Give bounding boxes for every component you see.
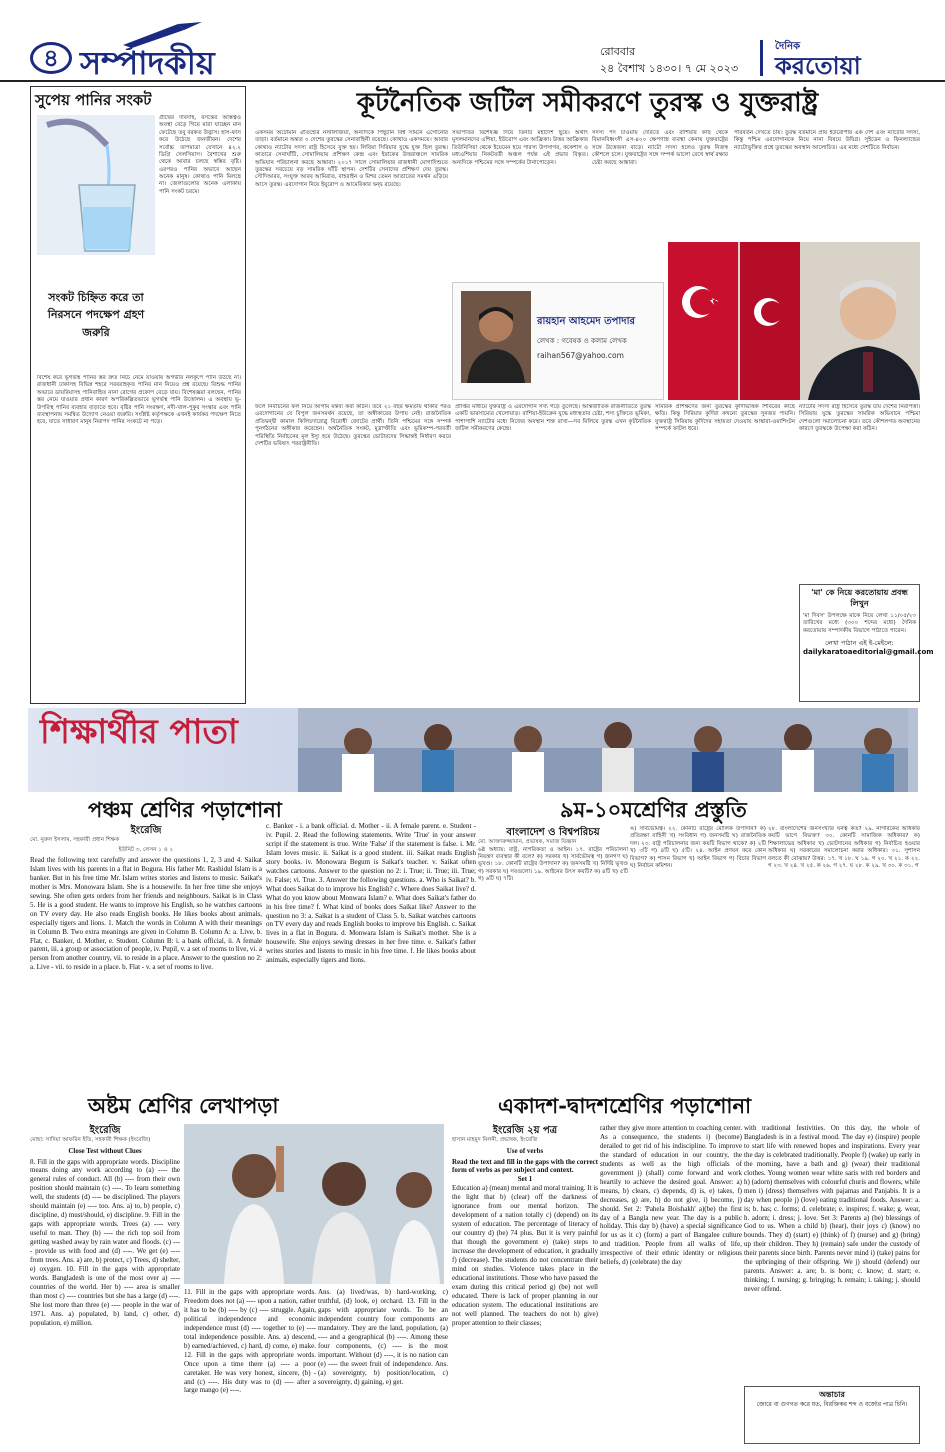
class5-subject: ইংরেজি	[130, 825, 162, 836]
article-column: পরিবর্তন দেখতে চায়। তুরস্ক বর্তমানে প্রায় ইউরোপীয় এক দেশ এবং ন্যাটোর সদস্য, কিন্তু পশ্চিম এরদোগানকে নিয়ে নানা বিষয়ে উদ্বিগ্ন। সুইডেন ও ফিনল্যান্ডের ন্যাটোভুক্তির প্রশ্নে তুরস্কের অবস্থান আলোচিত। এর মধ্যে দেশটিতে নির্বাচন।	[734, 130, 920, 151]
class11-title: একাদশ-দ্বাদশশ্রেণির পড়াশোনা	[498, 1093, 752, 1118]
student-page-banner	[28, 708, 918, 792]
callout-email-label: লেখা পাঠান এই ই-মেইলে:	[825, 639, 894, 648]
class9-column: ঙ) সার্বভৌমত্ব। ২২. কোনটি রাষ্ট্রের মৌলিক উপাদান? ক) প্রতিরক্ষা বাহিনী খ) সংবিধান গ) জনসমষ্টি ঘ) রাজনৈতিক দল। ২৩. রাষ্ট্র পরিচালনার জন্য কয়টি বিভাগ থাকে? ক) ২টি খ) ৩টি গ) ৪টি ঘ) ৫টি। ২৪. আইন প্রণয়ন করে কোন বিভাগ? ক) শাসন বিভাগ খ) আইন বিভাগ গ) বিচার বিভাগ ঘ) নির্বাচন কমিশন।	[630, 826, 766, 869]
class11-text: Education a) (mean) mental and moral training. It is the light that b) (clear) off the darkness of ignorance from our mental horizon. The development of a nation totally c) (depend) on its system of education. The percentage of literacy of our country d) (be) 74 plus. But it is very painful that though the government e) (take) steps to increase the development of education, it gradually f) (decrease). The students do not concentrate their mind on studies. Violence takes place in the educational institutions. Those who have passed the exam during this critical period g) (be) not well educated. There is lack of proper planning in our education system. The educational institutions are not well planned. The teachers do not h) give) proper attention to their classes;	[452, 1184, 598, 1327]
editorial-sidebar	[30, 86, 246, 704]
notice-title: অন্তাচার	[819, 1390, 845, 1399]
class8-column: 11. Fill in the gaps with appropriate words. Freedom does not (a) ---- upon a nation, rather it has to be (b) ---- by (c) ---- struggle. Again, political independence and economic independence must (d) ---- together to (e) ---- total independence possible. Ans. a) descend, b) earned/achieved, c) hard, d) come, e) make. 12. Fill in the gaps with appropriate words. Once upon a time there (a) ---- a poor caretaker. He was very honest, sincere, (b) - and (c) ----. His duty was to (d) ---- after a large mango (e) ----.	[184, 1288, 316, 1395]
article-column: ফলে নির্বাচনের ফল নিয়ে আগাম মন্তব্য করা কঠিন। তবে ২১ বছর ক্ষমতায় থাকার পরও এরদোগানের যে বিপুল জনসমর্থন রয়েছে, তা অস্বীকারের উপায় নেই। রাজনৈতিক প্রতিদ্বন্দ্বী কামাল কিলিচদারোগ্লু বিরোধী জোটের প্রার্থী। তিনি পশ্চিমের সঙ্গে সম্পর্ক পুনর্গঠনের অঙ্গীকার করেছেন। অর্থনৈতিক সংকট, মুদ্রাস্ফীতি এবং ভূমিকম্প-পরবর্তী পরিস্থিতি নির্বাচনের মূল ইস্যু হয়ে উঠেছে। তুরস্কের ভোটারদের সিদ্ধান্তই নির্ধারণ করবে দেশটির ভবিষ্যৎ পররাষ্ট্রনীতি।	[255, 404, 451, 447]
class8-column: Ans. (a) lived/was, b) hard-working, c) truthful, (d) look, e) orchard. 13. Fill in the gaps with appropriate words. To be an independent country four components are mandatory. They are the land, population, (a) ---- and a geographical (b) ----. Among these four components, (c) ---- is the most important. Without (d) ----, it is no nation can (e) ---- the sweet fruit of independence. Ans. (a) sovereignty, b) position/location, c) sovereignty, d) gaining, e) get.	[318, 1288, 448, 1386]
author-name: রায়হান আহমেদ তপাদার	[537, 316, 635, 327]
class9-text: ৬ষ্ঠ অধ্যায়: রাষ্ট্র, নাগরিকতা ও আইন। ১৭. রাষ্ট্রের পরিচালনা নিয়ন্ত্রণ ব্যবস্থার কী বলে? ক) সরকার খ) সার্বভৌমত্ব গ) জনগণ ঘ) ভূখণ্ড। ১৮. কোনটি রাষ্ট্রের উপাদান? ক) জনসমষ্টি খ) নির্দিষ্ট ভূখণ্ড গ) সরকার ঘ) সবগুলো। ১৯. আইনের উৎস কয়টি? ক) ৪টি খ) ৫টি গ) ৬টি ঘ) ৭টি।	[478, 846, 628, 883]
callout-body: 'মা দিবস' উপলক্ষে মাকে নিয়ে লেখা ১১/০৫/২৩ তারিখের মধ্যে (৩০০ শব্দের মধ্যে) দৈনিক করতোয়ায় সম্পাদকীয় বিভাগে পাঠাতে পারেন।	[803, 613, 916, 634]
class5-text: Read the following text carefully and answer the questions 1, 2, 3 and 4. Saikat Islam lives with his parents in a flat in Bogura. His father Mr. Rashidul Islam is a banker. But in his free time Mr. Islam writes stories and listens to music. Saikat's mother is Mrs. Monowara Islam. She is a housewife. In her free time she enjoys sewing. She often gets orders from her friends and neighbours. Saikat is in Class 5. He is a good student. He wants to improve his English, so he watches cartoons on TV every day. He also reads English books. He likes books about animals, especially tigers and lions. 1. Match the words in Column A with their meanings in Column B. Two extra meanings are given in Column B. Column A: a. Live, b. Flat, c. Banker, d. Mother, e. Student. Column B: i. a bank official, ii. A female parent, iii. a group or association of people, iv. Pupil, v. a set of rooms to live, vi. a person from another country, vii. to reside in a place. Answer to the question no 2: a. Live - vii. to reside in a place. b. Flat - v. a set of rooms to live.	[30, 855, 262, 972]
article-column: প্রাপ্তির মাধ্যমে যুক্তরাষ্ট্র ও এরদোগান সখ্য গড়ে তুলেছে। আন্তর্জাতিক রাজনীতিতে তুরস্ক একটি ভারসাম্যের খেলোয়াড়। রাশিয়া-ইউক্রেন যুদ্ধে মধ্যস্থতার চেষ্টা, শস্য চুক্তিতে ভূমিকা, পাশাপাশি ন্যাটোর মধ্যে নিজের অবস্থান শক্ত রাখা—সব মিলিয়ে তুরস্ক এখন কূটনৈতিক জটিল সমীকরণের কেন্দ্রে।	[455, 404, 651, 433]
class5-right-column: c. Banker - i. a bank official. d. Mother - ii. A female parent. e. Student - iv. Pupil. 2. Read the following statements. Write 'True' in your answer script if the statement is true. Write 'False' if the statement is false. i. Mr. Islam loves music. ii. Saikat is a good student. iii. Saikat reads English story books. iv. Monowara Begum is Saikat's teacher. v. Saikat often watches cartoons. Answer to the question no 2: i. True; ii. True; iii. True; iv. False; vi. True. 3. Answer the following questions. a. Who is Saikat? b. What does Saikat do to improve his English? c. Where does Saikat live? d. What do you know about Monwara Islam? e. What does Saikat's father do in his free time? f. What kind of books does Saikat like? Answer to the question no 3: a. Saikat is a student of Class 5. b. Saikat watches cartoons on TV every day and reads English books to improve his English. c. Saikat lives in a flat in Bogura. d. Monwara Islam is Saikat's mother. She is a housewife. She enjoys sewing dresses in her free time. e. Saikat's father writes stories and listens to music in his free time. f. He likes books about animals, especially tigers and lions.	[266, 822, 476, 965]
class8-text: 8. Fill in the gaps with appropriate words. Discipline means doing any work according to (a) ---- the general rules of conduct. All (b) ---- from their own position should maintain (c) ----. To learn something well, the students (d) ---- be disciplined. The players should maintain (e) ---- too. Ans. a) to, b) people, c) discipline, d) must/should, e) discipline. 9. Fill in the gaps with appropriate words. Trees (a) ---- very useful to man. They (b) ---- the rich top soil from getting washed away by rain water and floods. (c) ---- provide us with food and (d) ----. We get (e) ---- from trees. Ans. a) are, b) protect, c) Trees, d) shelter, e) oxygen. 10. Fill in the gaps with appropriate words. Bangladesh is one of the most over a) ---- countries of the world. Her b) ---- area is smaller than most c) ---- countries but she has a large (d) ----. She lost more than three (e) ---- people in the war of 1971. Ans. a) populated, b) land, c) other, d) population, e) million.	[30, 1157, 180, 1327]
section-title: সম্পাদকীয়	[80, 44, 215, 82]
class11-column: rather they give more attention to coaching center. As a consequence, the students i) (become) derailed to get rid of his indiscipline. To improve the standard of education in our country, the students as well as the high officials of government j) (shall) come forward and work heartily to achieve the desired goal. Answer: a) means, b) clears, c) depends, d) is, e) takes, f) decreases, g) are, h) do not give, i) become, j) should. Set 2: 'Pahela Boishakh' a)(be) the first day of a Bangla new year. The day is a public holiday. This day b) (have) a special significance for us as it c) (form) a part of Bangalee culture and tradition. People from all walks of life, irrespective of their ethnic identity or religious beliefs, d) (celebrate) the day	[600, 1124, 742, 1267]
students-photo	[298, 708, 908, 792]
leader-photo	[668, 242, 920, 400]
class11-heading: Use of verbs	[506, 1146, 544, 1155]
class5-title: পঞ্চম শ্রেণির পড়াশোনা	[88, 797, 282, 822]
lead-headline: কূটনৈতিক জটিল সমীকরণে তুরস্ক ও যুক্তরাষ্ট্র	[356, 88, 819, 118]
class11-instruction: Read the text and fill in the gaps with the correct form of verbs as per subject and context.	[452, 1157, 598, 1175]
class5-byline: মো. নুরুল ইসলাম, সহকারী প্রধান শিক্ষক	[30, 837, 120, 844]
class11-column: with traditional festivities. On this day, the whole of Bangladesh is in a festival mood. The day e) (inspire) people to start life with renewed hopes and inspirations. Every year the day is celebrated traditionally. People f) (wake) up early in the morning, have a bath and g) (wear) their traditional clothes. Young women wear white saris with red borders and h) (adorn) themselves with colourful churis and flowers, while men i) (dress) themselves with pajamas and Panjabis. It is a day when people j) (love) eating traditional foods. Answer: a. is; b. has; c. forms; d. celebrate; e. inspires; f. wake; g. wear, h. adorn; i. dress; j. love. Set 3: Parents a) (be) blessings of God to us. When a child b) (hear), their joys c) (know) no bounds. They d) (start) e) (think) of f) (nurse) and g) (bring) up their children. They h) (remain) safe under the custody of their parents since birth. Parents never mind i) (take) pains for the upbringing of their offspring. We j) should (defend) our parents. Answer: a. are; b. is born; c. know; d. start; e. thinking; f. nursing; g. bringing; h. remain; i. taking; j. should never offend.	[744, 1124, 920, 1294]
callout-email[interactable]: dailykaratoaeditorial@gmail.com	[803, 647, 934, 656]
author-box	[452, 282, 664, 400]
class8-heading: Close Test without Clues	[68, 1146, 142, 1155]
article-column: সভাপতির বিশেষজ্ঞ দিয়ে তিনটি মহাদেশ ছুঁয়ে। অর্থাৎ মুসলমানদের এশিয়া, ইউরোপ এবং আফ্রিকা। উত্তর আফ্রিকার তিউনিসিয়া থেকে ইয়েমেন হয়ে পারস্য উপসাগর, ককেশাস ও মধ্যএশিয়ার নিকটবর্তী অঞ্চল পর্যন্ত এই প্রভাব বিস্তৃত। অন্যদিকে পশ্চিমের সঙ্গে সম্পর্কের টানাপোড়েন।	[452, 130, 588, 166]
class11-subject: ইংরেজি ২য় পত্র	[492, 1125, 558, 1136]
submission-callout	[799, 584, 934, 702]
editorial-title: সুপেয় পানির সংকট	[35, 91, 152, 109]
class9-column: ২৮. বাংলাদেশের জনসংখ্যার ঘনত্ব কত? ২৯. নাগরিকের অধিকার কয়টি ভাগে বিভক্ত? ৩০. কোনটি সামাজিক অধিকার? ক) শিক্ষালাভের অধিকার খ) ভোটদানের অধিকার গ) নির্বাচিত হওয়ার অধিকার ঘ) সরকারের সমালোচনা করার অধিকার। ৩১. সুশাসন বলতে কী বোঝায়? উত্তর: ১৭. খ ১৮. ঘ ১৯. গ ২০. খ ২১. ক ২২. গ ২৩. খ ২৪. খ ২৫. ক ২৬. গ ২৭. ঘ ২৮. ক ২৯. খ ৩০. ক ৩১. গ	[768, 826, 920, 869]
class5-unit: ইউনিট ৩, লেসন ১ ও ২	[118, 846, 174, 853]
author-email[interactable]: raihan567@yahoo.com	[537, 351, 624, 360]
water-glass-photo	[37, 115, 155, 255]
class8-subject: ইংরেজি	[89, 1125, 121, 1136]
banner-title: শিক্ষার্থীর পাতা	[40, 712, 238, 752]
paper-logo: করতোয়া	[775, 51, 861, 80]
class8-byline: মোছা: সাদিয়া আফরিন ইতি, সহকারী শিক্ষক (ইংরেজি)	[30, 1137, 151, 1144]
callout-title: 'মা' কে নিয়ে করতোয়ায় প্রবন্ধ লিখুন	[811, 588, 908, 608]
class9-title: ৯ম-১০মশ্রেণির প্রস্তুতি	[560, 797, 747, 822]
page-number: ৪	[30, 42, 72, 74]
article-column: সদস্য পদ চাওয়ায় দেরিতে এবং রাশিয়ার কাছ থেকে বিমানবিধ্বংসী এস-৪০০ ক্ষেপণাস্ত্র ব্যবস্থা কেনায় যুক্তরাষ্ট্রের সঙ্গে উত্তেজনা বাড়ে। ন্যাটো সদস্য হলেও তুরস্ক নিজস্ব কৌশলে চলে। যুক্তরাষ্ট্রের সঙ্গে সম্পর্ক ভালো রেখে স্বার্থ রক্ষার চেষ্টা করছে আঙ্কারা।	[592, 130, 728, 166]
author-photo	[461, 291, 531, 383]
students-photo	[184, 1124, 444, 1284]
article-column: ন্যাটোর সদস্য রাষ্ট্র হিসেবে তুরস্ক চায় দেশের নিরাপত্তা। সিরিয়ায় যুদ্ধে তুরস্কের সামরিক অভিযানে পশ্চিমা দেশগুলো সমালোচনা করে। তবে কৌশলগত অবস্থানের কারণে তুরস্ককে উপেক্ষা করা কঠিন।	[799, 404, 920, 433]
class11-set-label: Set 1	[517, 1175, 533, 1184]
notice-body: জোরে বা গুণগত করে যত, বিরক্তিকর শব্দ ও বর্জ্যের পাত্র চিনি।	[756, 1400, 908, 1408]
article-column: একসময় অটোমান ঐতিহ্যের নস্টালজিয়া, অন্যদিকে পিছুটান বিশ্ব সামনে এগোনোর তাড়া। বর্তমানে অন্তত ৩ দেশের তুরস্কের সেনাবাহিনী রয়েছে। কোথাও একসময়ে। আবার কোথাও ন্যাটোর সদস্য রাষ্ট্র হিসেবে যুক্ত হয়। লিবিয়া সিরিয়ার যুদ্ধে যুক্ত ছিল তুরস্ক। কাতারে সেনাঘাঁটি, সোমালিয়ায় প্রশিক্ষণ কেন্দ্র এবং ইরাকের উত্তরাঞ্চলে সামরিক অভিযান পরিচালনা করছে আঙ্কারা। ২০১৭ সালে সোমালিয়ার রাজধানী মোগাদিশুতে তুরস্কের সবচেয়ে বড় সামরিক ঘাঁটি স্থাপন। দেশটির সেনাদের প্রশিক্ষণ দেয় তুরস্ক। সৌদিআরব, সংযুক্ত আরব আমিরাত, বাহরাইন ও মিশর তেমন আতাতের সমর্থন এড়িয়ে আসে তুরস্ক। এরদোগান নিয়ে ইয়ুরোপ ও আমেরিকার দ্বন্দ্ব রয়েছে।	[255, 130, 448, 188]
class9-column	[478, 826, 628, 1088]
class11-column	[452, 1124, 598, 1444]
editorial-body-top: গ্রীষ্মের দাবদাহ, বসন্তের অস্তিত্বও অবস্থা বেড়ে গিয়ে মারা যাচ্ছেন মান ফেটেছে তবু বরকত উদ্ভাস। হাস-ফাস করে উঠেছে জনজীবন। দেশের সর্বোচ্চ তাপমাত্রা যেখানে ৪২.২ ডিগ্রি সেলসিয়াস। বৈশাখের শুরু থেকে আবার চলছে স্বস্তির বৃষ্টি। এরপরও পানির অভাবে আছেন অনেক মানুষ। কোথাও পানি মিলছে না। জেলাগুলোর অনেক এলাকায় পানি সংকট চরমে।	[159, 115, 241, 195]
class11-byline: হাসান মাহমুদ মিলনী, প্রভাষক, ইংরেজি	[452, 1137, 538, 1144]
article-column: সামরিক প্রশিক্ষণের জন্য তুরস্কের কুর্দিভিত্তিক শিবিরের কাছে ক্ষতি। কিন্তু সিরিয়ার কুর্দিরা কখনো তুরস্কের সুনজর পায়নি। যুক্তরাষ্ট্র সিরিয়ায় কুর্দিদের সহায়তা দেওয়ায় আঙ্কারা-ওয়াশিংটন সম্পর্কে ফাটল ধরে।	[655, 404, 795, 433]
class9-byline: মো. আক্তারুজ্জামান, প্রভাষক, সমাজ বিজ্ঞান	[478, 839, 577, 846]
class9-subject: বাংলাদেশ ও বিশ্বপরিচয়	[506, 827, 600, 838]
header-date	[600, 44, 760, 77]
header-day: রোববার	[600, 45, 636, 58]
author-role: লেখক : গবেষক ও কলাম লেখক	[537, 337, 627, 345]
paper-kicker: দৈনিক	[775, 41, 801, 52]
editorial-body-bottom: বিশেষ করে ভূগর্ভস্থ পানির স্তর দ্রুত নিচে নেমে যাওয়ায় অগভীর নলকূপে পানি উঠছে না। রাজধানী ঢাকাসহ বিভিন্ন শহরে সরবরাহকৃত পানির মান নিয়েও প্রশ্ন রয়েছে। বিশুদ্ধ পানির অভাবে ডায়রিয়াসহ পানিবাহিত নানা রোগের প্রকোপ বেড়ে যায়। বিশেষজ্ঞরা বলছেন, পানির স্তর নেমে যাওয়ার প্রধান কারণ অপরিকল্পিতভাবে ভূগর্ভস্থ পানি উত্তোলন। এ অবস্থায় ভূ-উপরিস্থ পানির ব্যবহার বাড়াতে হবে। বৃষ্টির পানি সংরক্ষণ, নদী-খাল-পুকুর সংস্কার এবং পানি ব্যবস্থাপনায় সমন্বিত উদ্যোগ নেওয়া জরুরি। সংশ্লিষ্ট কর্তৃপক্ষকে এখনই কার্যকর পদক্ষেপ নিতে হবে, যাতে সাধারণ মানুষ নিরাপদ পানির সংকটে না পড়ে।	[37, 375, 241, 426]
header-date-text: ২৪ বৈশাখ ১৪৩০। ৭ মে ২০২৩	[600, 61, 739, 75]
class8-title: অষ্টম শ্রেণির লেখাপড়া	[88, 1093, 279, 1118]
class5-left-column	[30, 824, 262, 1086]
header-divider	[760, 40, 763, 76]
class8-column	[30, 1124, 180, 1444]
notice-box	[744, 1386, 920, 1444]
editorial-callout: সংকট চিহ্নিত করে তা নিরসনে পদক্ষেপ গ্রহণ জরুরি	[47, 291, 145, 339]
